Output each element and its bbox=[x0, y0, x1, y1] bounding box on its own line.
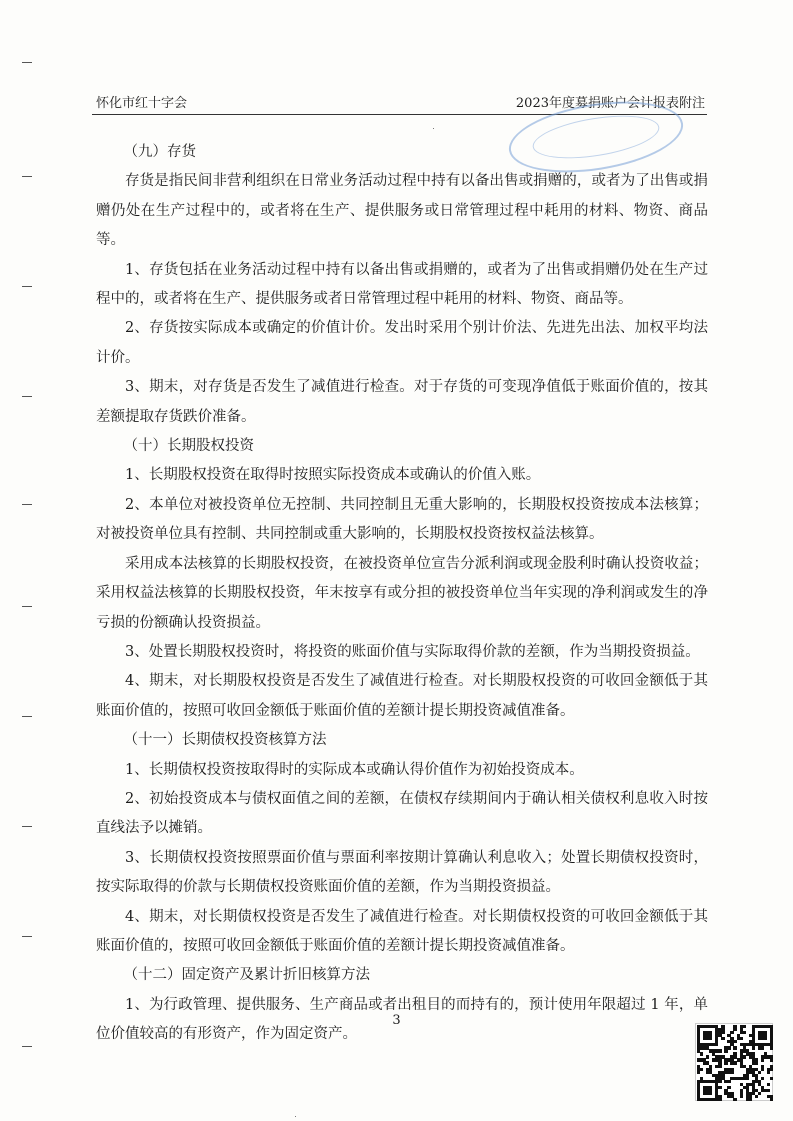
qr-module bbox=[764, 1037, 767, 1040]
qr-module bbox=[767, 1071, 770, 1074]
qr-module bbox=[743, 1031, 746, 1034]
qr-module bbox=[740, 1095, 743, 1098]
qr-module bbox=[761, 1058, 764, 1061]
qr-module bbox=[770, 1058, 773, 1061]
qr-module bbox=[743, 1055, 746, 1058]
header-report-title: 2023年度募捐账户会计报表附注 bbox=[515, 96, 705, 111]
qr-module bbox=[709, 1037, 712, 1040]
document-body bbox=[96, 138, 708, 1050]
scan-mark bbox=[22, 606, 32, 607]
qr-module bbox=[770, 1046, 773, 1049]
scan-mark bbox=[22, 62, 32, 63]
qr-module bbox=[730, 1071, 733, 1074]
body-paragraph: 1、长期债权投资按取得时的实际成本或确认得价值作为初始投资成本。 bbox=[125, 761, 584, 778]
body-paragraph: 1、存货包括在业务活动过程中持有以备出售或捐赠的，或者为了出售或捐赠仍处在生产过程中的，或者将在生产、提供服务或者日常管理过程中耗用的材料、物资、商品等。 bbox=[96, 261, 708, 308]
qr-code-icon bbox=[695, 1023, 773, 1101]
scan-mark bbox=[22, 396, 32, 397]
qr-module bbox=[770, 1077, 773, 1080]
scan-mark bbox=[22, 936, 32, 937]
qr-module bbox=[746, 1077, 749, 1080]
body-paragraph: 2、本单位对被投资单位无控制、共同控制且无重大影响的，长期股权投资按成本法核算；对被投资单位具有控制、共同控制或重大影响的，长期股权投资按权益法核算。 bbox=[96, 496, 708, 543]
qr-module bbox=[730, 1031, 733, 1034]
qr-module bbox=[727, 1080, 730, 1083]
body-paragraph: 3、长期债权投资按照票面价值与票面利率按期计算确认利息收入；处置长期债权投资时，按实际取得的价款与长期债权投资账面价值的差额，作为当期投资损益。 bbox=[96, 849, 708, 896]
qr-module bbox=[749, 1098, 752, 1101]
qr-module bbox=[733, 1046, 736, 1049]
qr-module bbox=[770, 1098, 773, 1101]
qr-module bbox=[709, 1092, 712, 1095]
qr-module bbox=[761, 1068, 764, 1071]
qr-module bbox=[700, 1052, 703, 1055]
qr-module bbox=[767, 1083, 770, 1086]
body-paragraph: 4、期末，对长期股权投资是否发生了减值进行检查。对长期股权投资的可收回金额低于其账面价值的，按照可收回金额低于账面价值的差额计提长期投资减值准备。 bbox=[96, 673, 708, 719]
body-paragraph: 存货是指民间非营利组织在日常业务活动过程中持有以备出售或捐赠的，或者为了出售或捐赠仍处在生产过程中的，或者将在生产、提供服务或日常管理过程中耗用的材料、物资、商品等。 bbox=[96, 173, 708, 249]
scan-mark bbox=[22, 716, 32, 717]
qr-module bbox=[733, 1098, 736, 1101]
qr-module bbox=[718, 1086, 721, 1089]
qr-module bbox=[724, 1061, 727, 1064]
scan-mark bbox=[22, 286, 32, 287]
section-heading: （十二）固定资产及累计折旧核算方法 bbox=[123, 967, 371, 984]
body-paragraph: 2、初始投资成本与债权面值之间的差额，在债权存续期间内于确认相关债权利息收入时按直线法予以摊销。 bbox=[96, 790, 708, 837]
speck bbox=[433, 128, 434, 129]
speck bbox=[295, 1116, 296, 1117]
qr-module bbox=[770, 1068, 773, 1071]
qr-module bbox=[718, 1098, 721, 1101]
qr-module bbox=[755, 1061, 758, 1064]
qr-module bbox=[733, 1040, 736, 1043]
header-organization: 怀化市红十字会 bbox=[96, 96, 188, 111]
scan-mark bbox=[22, 176, 32, 177]
qr-module bbox=[752, 1046, 755, 1049]
qr-module bbox=[697, 1071, 700, 1074]
qr-module bbox=[718, 1049, 721, 1052]
qr-module bbox=[724, 1049, 727, 1052]
section-heading: （十一）长期债权投资核算方法 bbox=[123, 732, 327, 749]
qr-module bbox=[761, 1077, 764, 1080]
qr-module bbox=[715, 1043, 718, 1046]
body-paragraph: 3、期末，对存货是否发生了减值进行检查。对于存货的可变现净值低于账面价值的，按其差额提取存货跌价准备。 bbox=[96, 379, 708, 425]
qr-module bbox=[706, 1055, 709, 1058]
scan-mark bbox=[22, 504, 32, 505]
qr-module bbox=[755, 1095, 758, 1098]
body-paragraph: 3、处置长期股权投资时，将投资的账面价值与实际取得价款的差额，作为当期投资损益。 bbox=[125, 643, 700, 660]
scan-mark bbox=[22, 1046, 32, 1047]
body-paragraph: 1、长期股权投资在取得时按照实际投资成本或确认的价值入账。 bbox=[125, 467, 541, 484]
qr-module bbox=[767, 1089, 770, 1092]
qr-module bbox=[758, 1092, 761, 1095]
qr-module bbox=[721, 1037, 724, 1040]
qr-module bbox=[740, 1037, 743, 1040]
body-paragraph: 2、存货按实际成本或确定的价值计价。发出时采用个别计价法、先进先出法、加权平均法计价。 bbox=[96, 320, 708, 366]
section-heading: （九）存货 bbox=[123, 144, 197, 160]
body-paragraph: 采用成本法核算的长期股权投资，在被投资单位宣告分派利润或现金股利时确认投资收益；采用权益法核算的长期股权投资，年末按享有或分担的被投资单位当年实现的净利润或发生的净亏损的份额确认投资损益。 bbox=[96, 555, 708, 631]
body-paragraph: 4、期末，对长期债权投资是否发生了减值进行检查。对长期债权投资的可收回金额低于其账面价值的，按照可收回金额低于账面价值的差额计提长期投资减值准备。 bbox=[96, 908, 708, 954]
qr-module bbox=[718, 1080, 721, 1083]
qr-module bbox=[718, 1065, 721, 1068]
scan-mark bbox=[22, 826, 32, 827]
qr-module bbox=[733, 1028, 736, 1031]
qr-module bbox=[727, 1046, 730, 1049]
qr-module bbox=[733, 1061, 736, 1064]
qr-module bbox=[700, 1068, 703, 1071]
qr-module bbox=[721, 1031, 724, 1034]
page-number: 3 bbox=[392, 1013, 401, 1028]
body-paragraph: 1、为行政管理、提供服务、生产商品或者出租目的而持有的，预计使用年限超过 1 年，单位价值较高的有形资产，作为固定资产。 bbox=[96, 996, 708, 1043]
section-heading: （十）长期股权投资 bbox=[123, 438, 255, 455]
qr-module bbox=[761, 1046, 764, 1049]
qr-module bbox=[743, 1025, 746, 1028]
qr-module bbox=[727, 1086, 730, 1089]
qr-module bbox=[758, 1071, 761, 1074]
